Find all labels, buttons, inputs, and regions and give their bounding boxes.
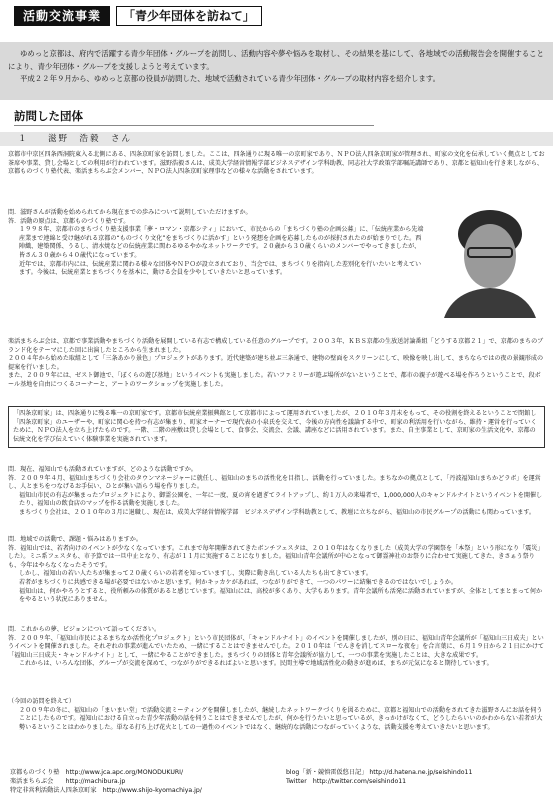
qa2-question: 問．現在、福知山でも活動されていますが、どのような活動ですか。 (8, 466, 197, 473)
header-title: 「青少年団体を訪ねて」 (116, 6, 262, 26)
shijo-text: 「四条京町家」は、四条通りに残る唯一の京町家です。京都市伝統産業振興館として京都市によって運用されていましたが、２０１０年３月末をもって、その役割を終えるということで閉館し「四条京町家」のユーザーや、町家に関心を持つ有志が集まり、町家オーナーで現代表の小泉氏を交えて、今後の方向性を議論する中で、町家の利活用を行いながら、維持・運営を行っていくために、ＮＰＯ法人を立ち上げたものです。一階、二階の座敷は貸し会場として、食事会、交流会、会議、講座などに活用されています。また、自主事業として、京町家の生活文化や、京都の伝統文化を学び伝えていく体験事業を実施されています。 (13, 410, 537, 443)
footer-links (10, 768, 543, 795)
machilab-block (8, 338, 545, 390)
shijo-box (8, 406, 545, 448)
qa3-block (8, 536, 545, 605)
section-title: 訪問した団体 (14, 109, 83, 123)
lead-text: 京都市中京区四条西洞院東入る北側にある、四条京町家を訪問しました。ここは、四条通りに現る唯一の京町家であり、ＮＰＯ法人四条京町家が管理され、町家の文化を伝承していく拠点としてお茶席や事業、貸し会場としての利用が行われています。滋野浩毅さんは、成美大学経営情報学部ビジネスデザイン学科助教、同志社大学政策学部嘱託講師であり、京都と福知山を行き来しながら、京都ものづくり塾代表、楽活まちらぶ会メンバー、ＮＰＯ法人四条京町家理事などの様々な活動をされています。 (8, 151, 545, 176)
qa1-question: 問．滋野さんが活動を始められてから現在までの歩みについて説明していただけますか。 (8, 209, 252, 216)
qa1-answer: 近年では、京都市内には、伝統産業に関わる様々な団体やＮＰＯが設立されており、当会では、まちづくりを指向した差別化を行いたいと考えています。今後は、伝統産業とまちづくりを基本に、動ける会員を少やしていきたいと思っています。 (19, 260, 422, 277)
page-header (14, 6, 262, 26)
machilab-paragraph: 楽活まちらぶ会は、京都で事業活動やまちづくり活動を展開している有志で構成している任意のグループです。２００３年、ＫＢＳ京都の生放送討論番組「どうする京都２１」で、京都のまちのブランド化をテーマにした回に出演したところから生まれました。 (8, 338, 544, 354)
person-number: １ (18, 134, 27, 144)
footer-link[interactable]: 京都ものづくり塾 http://www.jca.apc.org/MONODUKURI/ (10, 769, 184, 776)
header-label: 活動交流事業 (14, 6, 110, 26)
qa3-answer: しかし、福知山の若い人たちが集まって２０歳くらいの若者を知っていますし、実際に動き出している人たちも出てきています。 (19, 570, 372, 578)
qa1-answer: １９９８年、京都市のまちづくり塾支援事業「夢・ロマン・京都シティ」において、市民からの「まちづくり塾の企画公募」に、「伝統産業から先端産業まで連綿と受け継がれる京都の“ものづくり文化”をまちづくりに活かす」という発想を企画を応募したものが採択されたのが始まりでした。西陣織、建築関係、うるし、清水焼などの伝統産業に関わるゆるやかなネットワークです。２０歳から３０歳くらいのメンバーでやってきましたが、皆さん３０歳から４０歳代になっています。 (19, 226, 424, 259)
footer-link[interactable]: blog「新・競慎雷仮悠日記」 http://d.hatena.ne.jp/seishindo11 (286, 769, 473, 776)
lead-paragraph (8, 151, 545, 177)
qa2-answer: まちづくり会社は、２０１０年の３月に退職し、現在は、成美大学経営情報学部 ビジネスデザイン学科助教として、教壇に立ちながら、福知山の市民グループの活動にも関わっています。 (19, 508, 536, 516)
person-name: 滋野 浩毅 さん (48, 134, 133, 144)
qa4-block (8, 626, 545, 669)
machilab-paragraph: また、２００９年には、ゼスト御池で、「ぼくらの遊び基地」というイベントも実施しました。若いファミリーが遊ぶ場所がないということで、都市の親子が遊べる場を作ろうということで、段ボール基地を自由につくるコーナーと、アートのワークショップを実施しました。 (8, 372, 541, 388)
person-bar (0, 132, 553, 146)
footer-link[interactable]: 楽活まちらぶ会 http://machibura.jp (10, 778, 126, 785)
qa2-answer: 答．２００９年４月、福知山まちづくり会社のタウンマネージャーに就任し、福知山のまちの活性化を目指し、活動を行っていました。まちなかの拠点として、「丹波福知山まちかどラボ」を運営し、人とまちをつなげるお手伝い、ひとが集い語らう場を作りました。 (8, 474, 541, 491)
qa2-block (8, 466, 545, 518)
machilab-paragraph: ２００４年から始めた取組として「三条あかり景色」プロジェクトがあります。近代建築が建ち並ぶ三条通で、建物の壁面をスクリーンにして、映像を映し出して、まちならではの夜の景観形成の提案を行いました。 (8, 355, 544, 371)
qa4-answer: これからは、いろんな団体、グループが交流を深めて、つながりができるればよいと思います。民間主導で地域活性化の動きが進めば、まちが元気になると期待しています。 (19, 660, 493, 668)
section-rule (14, 125, 374, 126)
intro-panel (0, 42, 553, 100)
intro-paragraph: 平成２２年９月から、ゆめっと京都の役員が訪問した、地域で活動されている青少年団体・グループの取材内容を紹介します。 (20, 74, 441, 83)
intro-paragraph: ゆめっと京都は、府内で活躍する青少年団体・グループを訪問し、活動内容や夢や悩みを取材し、その結果を基にして、各地域での活動報告会を開催することにより、青少年団体・グループを支援しようと考えています。 (8, 49, 544, 71)
qa1-answer: 答．活動の原点は、京都ものづくり塾です。 (8, 217, 130, 225)
footer-link[interactable]: Twitter http://twitter.com/seishindo11 (286, 778, 407, 785)
qa2-answer: 福知山市民の有志が集まったプロジェクトにより、御霊公園を、一年に一度、夏の宵を過ぎてライトアップし、約１万人の来場者で、1,000,000人のキャンドルナイトというイベントを開催したり、福知山の飲食店のマップを作る活動を実施しました。 (19, 491, 543, 508)
impression-heading: （今回の訪問を終えて） (8, 698, 76, 705)
footer-link[interactable]: 特定非営利活動法人四条京町家 http://www.shijo-kyomachiya.jp/ (10, 787, 202, 794)
impression-block (8, 698, 545, 732)
impression-text: ２００９年の冬に、福知山の「まいまい堂」で活動交流ミーティングを開催しましたが、継続したネットワークづくりを図るために、京都と福知山での活動をされてきた滋野さんにお話を伺うことにしたものです。福知山における自立った青少年活動の話を伺うことはできませんでしたが、何かを行うたいと思っているが、きっかけがなくて、どうしたらいいのかわからない若者が大勢いるということはわかりました。単なる打ち上げ花火としての一過性のイベントではなく、継続的な活動につながっていくような、活動支援を考えていきたいと思います。 (19, 706, 543, 731)
qa3-answer: 福知山は、何かやろうとすると、役所頼みの体質があると感じています。福知山には、高校が多くあり、大学もあります。青年会議所も活発に活動されていますが、全体としてまとまって何かをやるという状況にありません。 (19, 587, 543, 604)
qa4-question: 問．これからの夢、ビジョンについて語ってください。 (8, 626, 161, 633)
qa3-answer: 答．福知山では、若者向けのイベントが少なくなっています。これまで毎年開催されてきたボンチフェスタは、２０１０年はなくなりました（成美大学の学園祭を「本祭」という形になり「震災」した）。ミニ系フェスタも、市予算では一旦中止となり、有志が１１月に実施することになりました。福知山青年会議所が中心となって御霊神社のお祭りに合わせて実施してきた、きさぁう祭りも、今年はやらなくなったそうです。 (8, 544, 544, 569)
portrait-photo (430, 200, 543, 318)
qa3-answer: 若者がまちづくりに共感できる場が必要ではないかと思います。何かキッカケがあれば、つながりができて、一つのパワーに結集できるのではないでしょうか。 (19, 578, 457, 586)
qa4-answer: 答．２００９年、「福知山市民によるまちなか活性化プロジェクト」という市民団体が、「キャンドルナイト」のイベントを開催しましたが、別の日に、福知山青年会議所が「福知山三日成夫」というイベントを開催されました。それぞれの事業が進んでいたため、一緒にすることはできませんでした。２０１０年は「でんきを消してスローな夜を」を合言葉に、６月１９日から２１日にかけて「福知山三日成夫・キャンドルナイト」として、一緒にやることができました。まちづくりの団体と青年会議所が協力して、一つの事業を実施したことは、大きな成果です。 (8, 634, 545, 659)
qa1-block (8, 209, 426, 278)
qa3-question: 問．地域での活動で、課題・悩みはありますか。 (8, 536, 142, 543)
